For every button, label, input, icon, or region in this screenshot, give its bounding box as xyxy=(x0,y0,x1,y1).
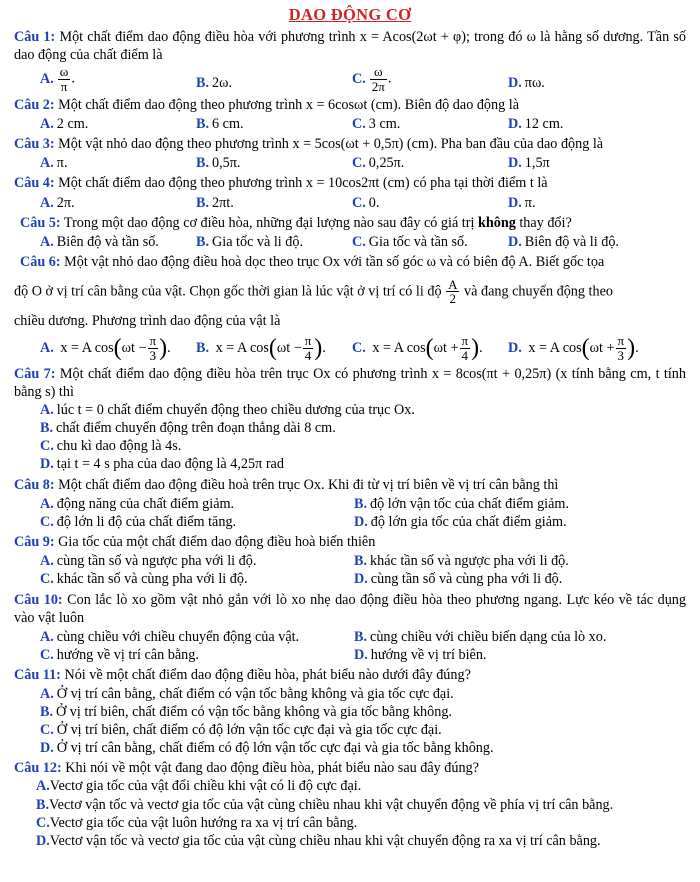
option-a[interactable] xyxy=(40,194,196,212)
paren-close: ) xyxy=(159,335,168,362)
question-8 xyxy=(14,476,686,532)
option-letter: C. xyxy=(352,194,366,211)
option-a[interactable] xyxy=(40,65,196,93)
option-text: Vectơ gia tốc của vật đổi chiều khi vật có li độ cực đại. xyxy=(49,778,362,795)
option-text: 12 cm. xyxy=(524,115,564,132)
option-a[interactable] xyxy=(40,115,196,133)
option-text: khác tần số và cùng pha với li độ. xyxy=(56,571,248,588)
denominator: 3 xyxy=(617,347,625,363)
option-letter: A. xyxy=(40,340,54,357)
option-letter: B. xyxy=(354,495,368,512)
options xyxy=(14,552,686,588)
question-10 xyxy=(14,591,686,665)
option-b[interactable] xyxy=(196,65,352,93)
option-d[interactable] xyxy=(508,154,550,172)
question-label: Câu 1: xyxy=(14,29,56,46)
option-letter: B. xyxy=(196,233,210,250)
question-text-end: thay đổi? xyxy=(515,214,572,231)
option-letter: D. xyxy=(508,233,522,250)
option-text: độ lớn vận tốc của chất điểm giảm. xyxy=(370,495,569,512)
option-letter: B. xyxy=(354,553,368,570)
option-letter: B. xyxy=(36,796,50,813)
paren-open: ( xyxy=(268,335,277,362)
question-2 xyxy=(14,96,686,133)
option-text: độ lớn gia tốc của chất điểm giảm. xyxy=(370,513,567,530)
option-text: Gia tốc và li độ. xyxy=(212,233,304,250)
option-a[interactable] xyxy=(40,495,354,513)
option-text: chu kì dao động là 4s. xyxy=(56,438,182,455)
emphasis-word: không xyxy=(477,214,516,231)
option-text: πω. xyxy=(524,75,545,92)
equation-prefix: x = A cos xyxy=(215,340,269,357)
fraction xyxy=(460,334,471,362)
question-text: Một vật nhỏ dao động theo phương trình x = 5cos(ωt + 0,5π) (cm). Pha ban đầu của dao động là xyxy=(58,136,604,153)
option-b[interactable] xyxy=(196,154,352,172)
equation-inner: ωt + xyxy=(589,340,615,357)
option-b[interactable] xyxy=(40,419,686,437)
option-letter: D. xyxy=(508,340,522,357)
options xyxy=(14,777,686,850)
option-a[interactable] xyxy=(40,154,196,172)
option-c[interactable] xyxy=(40,570,354,588)
question-label: Câu 7: xyxy=(14,365,56,382)
options xyxy=(14,628,686,664)
option-a[interactable] xyxy=(40,685,686,703)
question-6 xyxy=(14,253,686,362)
question-label: Câu 9: xyxy=(14,534,55,551)
option-letter: D. xyxy=(354,513,368,530)
option-letter: C. xyxy=(352,70,366,87)
equation-prefix: x = A cos xyxy=(528,340,582,357)
option-letter: A. xyxy=(40,70,54,87)
question-text-line-2 xyxy=(14,278,686,306)
fraction xyxy=(616,334,627,362)
option-d[interactable] xyxy=(36,832,686,850)
question-text: Nói về một chất điểm dao động điều hòa, phát biểu nào dưới đây đúng? xyxy=(64,667,471,684)
option-c[interactable] xyxy=(40,721,686,739)
numerator: π xyxy=(617,333,625,349)
option-letter: B. xyxy=(196,115,210,132)
option-a[interactable] xyxy=(40,401,686,419)
options xyxy=(14,334,686,362)
option-text: cùng tần số và ngược pha với li độ. xyxy=(56,553,257,570)
option-text: 3 cm. xyxy=(368,115,401,132)
question-label: Câu 6: xyxy=(20,254,61,271)
option-letter: A. xyxy=(40,553,54,570)
option-b[interactable]: B. x = A cos ( ωt − $\frac{\pi}{4}$ ) . xyxy=(196,333,326,363)
option-d[interactable] xyxy=(508,233,619,251)
question-text: Một chất điểm dao động điều hoà trên trục Ox. Khi đi từ vị trí biên về vị trí cân bằng thì xyxy=(58,476,559,493)
option-b[interactable] xyxy=(40,703,686,721)
question-label: Câu 3: xyxy=(14,136,55,153)
option-letter: B. xyxy=(196,340,210,357)
option-letter: C. xyxy=(352,115,366,132)
option-c[interactable] xyxy=(352,233,508,251)
option-b[interactable] xyxy=(354,552,668,570)
option-b[interactable] xyxy=(354,628,668,646)
option-b[interactable] xyxy=(36,796,686,814)
paren-open: ( xyxy=(425,335,434,362)
option-letter: A. xyxy=(40,628,54,645)
option-text: độ lớn li độ của chất điểm tăng. xyxy=(56,513,237,530)
option-c[interactable] xyxy=(352,194,508,212)
option-letter: B. xyxy=(40,703,54,720)
question-11 xyxy=(14,666,686,757)
option-letter: B. xyxy=(40,420,54,437)
numerator: π xyxy=(304,333,312,349)
question-text: độ O ở vị trí cân bằng của vật. Chọn gốc thời gian là lúc vật ở vị trí có li độ xyxy=(14,282,442,299)
option-d[interactable] xyxy=(354,570,668,588)
question-1 xyxy=(14,28,686,94)
question-9 xyxy=(14,533,686,589)
question-text-line-3: chiều dương. Phương trình dao động của vật là xyxy=(14,312,281,329)
question-5 xyxy=(14,214,686,251)
option-d[interactable] xyxy=(40,739,686,757)
question-label: Câu 2: xyxy=(14,96,55,113)
option-letter: A. xyxy=(36,778,50,795)
option-text: Vectơ vận tốc và vectơ gia tốc của vật cùng chiều nhau khi vật chuyển động về phía vị trí cân bằng. xyxy=(49,796,614,813)
option-letter: C. xyxy=(352,233,366,250)
option-c[interactable] xyxy=(352,115,508,133)
option-text: khác tần số và ngược pha với li độ. xyxy=(370,553,569,570)
option-d[interactable] xyxy=(508,65,545,93)
question-text: Trong một dao động cơ điều hòa, những đại lượng nào sau đây có giá trị xyxy=(63,214,478,231)
option-text: 2 cm. xyxy=(56,115,89,132)
question-label: Câu 4: xyxy=(14,175,55,192)
option-d[interactable] xyxy=(354,513,668,531)
option-letter: D. xyxy=(40,456,54,473)
question-label: Câu 12: xyxy=(14,760,62,777)
option-letter: B. xyxy=(196,155,210,172)
question-text: Một chất điểm dao động điều hòa trên trục Ox có phương trình x = 8cos(πt + 0,25π) (x tính bằng cm, t tính bằng s) thì xyxy=(14,365,686,400)
option-letter: C. xyxy=(40,647,54,664)
option-letter: D. xyxy=(508,75,522,92)
numerator: π xyxy=(149,333,157,349)
option-d[interactable] xyxy=(40,455,686,473)
option-c[interactable] xyxy=(40,437,686,455)
option-letter: D. xyxy=(36,832,50,849)
options xyxy=(14,233,686,251)
option-text: Vectơ gia tốc của vật luôn hướng ra xa vị trí cân bằng. xyxy=(49,814,358,831)
option-suffix: . xyxy=(71,70,75,87)
numerator: π xyxy=(461,333,469,349)
option-text: 2π. xyxy=(56,194,75,211)
option-text: 0,25π. xyxy=(368,155,405,172)
option-a[interactable] xyxy=(36,777,686,795)
option-text: cùng chiều với chiều biến dạng của lò xo. xyxy=(370,628,607,645)
question-label: Câu 10: xyxy=(14,591,63,608)
option-text: Ở vị trí cân bằng, chất điểm có độ lớn vận tốc cực đại và gia tốc bằng không. xyxy=(56,740,494,757)
numerator: ω xyxy=(370,65,387,80)
option-letter: D. xyxy=(40,740,54,757)
paren-open: ( xyxy=(581,335,590,362)
denominator: 4 xyxy=(461,347,469,363)
fraction xyxy=(303,334,314,362)
option-letter: D. xyxy=(354,571,368,588)
option-d[interactable] xyxy=(508,115,563,133)
option-text: hướng về vị trí cân bằng. xyxy=(56,647,199,664)
options xyxy=(14,495,686,531)
question-7 xyxy=(14,365,686,474)
fraction xyxy=(148,334,159,362)
option-a[interactable] xyxy=(40,552,354,570)
option-text: Ở vị trí cân bằng, chất điểm có vận tốc bằng không và gia tốc cực đại. xyxy=(56,685,454,702)
denominator: 3 xyxy=(149,347,157,363)
option-text: Biên độ và li độ. xyxy=(524,233,619,250)
denominator: 4 xyxy=(304,347,312,363)
option-text: cùng tần số và cùng pha với li độ. xyxy=(370,571,563,588)
question-text: Một chất điểm dao động điều hòa với phương trình x = Acos(2ωt + φ); trong đó ω là hằng số dương. Tần số dao động của chất điểm là xyxy=(14,29,686,64)
option-letter: B. xyxy=(196,75,210,92)
options xyxy=(14,154,686,172)
option-letter: A. xyxy=(40,155,54,172)
equation-prefix: x = A cos xyxy=(372,340,426,357)
option-a[interactable]: A. x = A cos ( ωt − $\frac{\pi}{3}$ ) . xyxy=(40,333,171,363)
denominator: 2π xyxy=(371,79,385,95)
option-letter: B. xyxy=(354,628,368,645)
options xyxy=(14,115,686,133)
question-text: Con lắc lò xo gồm vật nhỏ gắn với lò xo nhẹ dao động điều hòa theo phương ngang. Lực kéo về tác dụng vào vật luôn xyxy=(14,591,686,626)
question-12 xyxy=(14,759,686,850)
option-text: Gia tốc và tần số. xyxy=(368,233,468,250)
paren-close: ) xyxy=(314,335,323,362)
option-d[interactable] xyxy=(508,194,536,212)
fraction xyxy=(58,65,71,93)
option-letter: D. xyxy=(354,647,368,664)
question-label: Câu 5: xyxy=(20,214,61,231)
option-letter: C. xyxy=(40,513,54,530)
option-text: 2ω. xyxy=(212,75,232,92)
paren-close: ) xyxy=(471,335,480,362)
option-text: động năng của chất điểm giảm. xyxy=(56,495,235,512)
option-letter: D. xyxy=(508,194,522,211)
equation-prefix: x = A cos xyxy=(60,340,114,357)
option-d[interactable] xyxy=(354,646,668,664)
question-text: Khi nói về một vật đang dao động điều hòa, phát biểu nào sau đây đúng? xyxy=(65,760,479,777)
question-text: Gia tốc của một chất điểm dao động điều hoà biến thiên xyxy=(58,534,376,551)
options xyxy=(14,65,686,93)
option-text: tại t = 4 s pha của dao động là 4,25π rad xyxy=(56,456,284,473)
denominator: π xyxy=(60,79,68,95)
fraction xyxy=(446,278,459,306)
option-text: cùng chiều với chiều chuyển động của vật. xyxy=(56,628,300,645)
option-c[interactable] xyxy=(40,646,354,664)
option-letter: C. xyxy=(40,571,54,588)
option-letter: C. xyxy=(40,721,54,738)
option-text: 6 cm. xyxy=(212,115,244,132)
option-letter: A. xyxy=(40,194,54,211)
option-text: Ở vị trí biên, chất điểm có vận tốc bằng không và gia tốc bằng không. xyxy=(56,703,452,720)
option-text: 1,5π xyxy=(524,155,550,172)
equation-inner: ωt + xyxy=(433,340,459,357)
option-b[interactable] xyxy=(196,194,352,212)
option-text: chất điểm chuyển động trên đoạn thẳng dài 8 cm. xyxy=(56,420,336,437)
option-letter: A. xyxy=(40,115,54,132)
option-letter: A. xyxy=(40,401,54,418)
option-letter: A. xyxy=(40,233,54,250)
question-text: và đang chuyển động theo xyxy=(464,282,613,299)
option-a[interactable] xyxy=(40,628,354,646)
option-letter: C. xyxy=(352,340,366,357)
option-letter: A. xyxy=(40,685,54,702)
question-4 xyxy=(14,174,686,211)
option-c[interactable] xyxy=(352,154,508,172)
options xyxy=(14,401,686,474)
option-letter: A. xyxy=(40,495,54,512)
numerator: A xyxy=(448,276,458,292)
option-text: π. xyxy=(56,155,68,172)
question-text: Một vật nhỏ dao động điều hoà dọc theo trục Ox với tần số góc ω và có biên độ A. Biết gốc tọa xyxy=(64,254,605,271)
option-c[interactable] xyxy=(352,65,508,93)
question-text: Một chất điểm dao động theo phương trình x = 10cos2πt (cm) có pha tại thời điểm t là xyxy=(58,175,548,192)
equation-inner: ωt − xyxy=(121,340,147,357)
option-c[interactable] xyxy=(36,814,686,832)
option-text: 0,5π. xyxy=(212,155,241,172)
option-text: lúc t = 0 chất điểm chuyển động theo chiều dương của trục Ox. xyxy=(56,401,415,418)
fraction xyxy=(370,65,387,93)
option-c[interactable] xyxy=(40,513,354,531)
option-text: hướng về vị trí biên. xyxy=(370,647,487,664)
option-text: 0. xyxy=(368,194,380,211)
option-suffix: . xyxy=(387,70,392,87)
denominator: 2 xyxy=(449,291,457,307)
option-letter: B. xyxy=(196,194,210,211)
option-letter: C. xyxy=(352,155,366,172)
option-letter: C. xyxy=(36,814,50,831)
option-b[interactable] xyxy=(354,495,668,513)
options xyxy=(14,685,686,758)
numerator: ω xyxy=(59,64,69,80)
option-b[interactable] xyxy=(196,115,352,133)
question-3 xyxy=(14,135,686,172)
options xyxy=(14,194,686,212)
question-text: Một chất điểm dao động theo phương trình x = 6cosωt (cm). Biên độ dao động là xyxy=(58,96,519,113)
option-text: Biên độ và tần số. xyxy=(56,233,159,250)
option-text: π. xyxy=(524,194,536,211)
option-c[interactable]: C. x = A cos ( ωt + $\frac{\pi}{4}$ ) . xyxy=(352,333,483,363)
question-label: Câu 8: xyxy=(14,476,55,493)
paren-close: ) xyxy=(627,335,636,362)
option-text: Vectơ vận tốc và vectơ gia tốc của vật cùng chiều nhau khi vật chuyển động ra xa vị trí cân bằng. xyxy=(49,832,601,849)
question-label: Câu 11: xyxy=(14,667,61,684)
paren-open: ( xyxy=(113,335,122,362)
equation-inner: ωt − xyxy=(276,340,302,357)
page-title: DAO ĐỘNG CƠ xyxy=(288,5,412,24)
option-a[interactable] xyxy=(40,233,196,251)
option-text: Ở vị trí biên, chất điểm có độ lớn vận tốc cực đại và gia tốc cực đại. xyxy=(56,721,442,738)
option-letter: D. xyxy=(508,115,522,132)
option-d[interactable]: D. x = A cos ( ωt + $\frac{\pi}{3}$ ) . xyxy=(508,333,639,363)
option-b[interactable] xyxy=(196,233,352,251)
option-letter: C. xyxy=(40,438,54,455)
option-text: 2πt. xyxy=(212,194,234,211)
option-letter: D. xyxy=(508,155,522,172)
